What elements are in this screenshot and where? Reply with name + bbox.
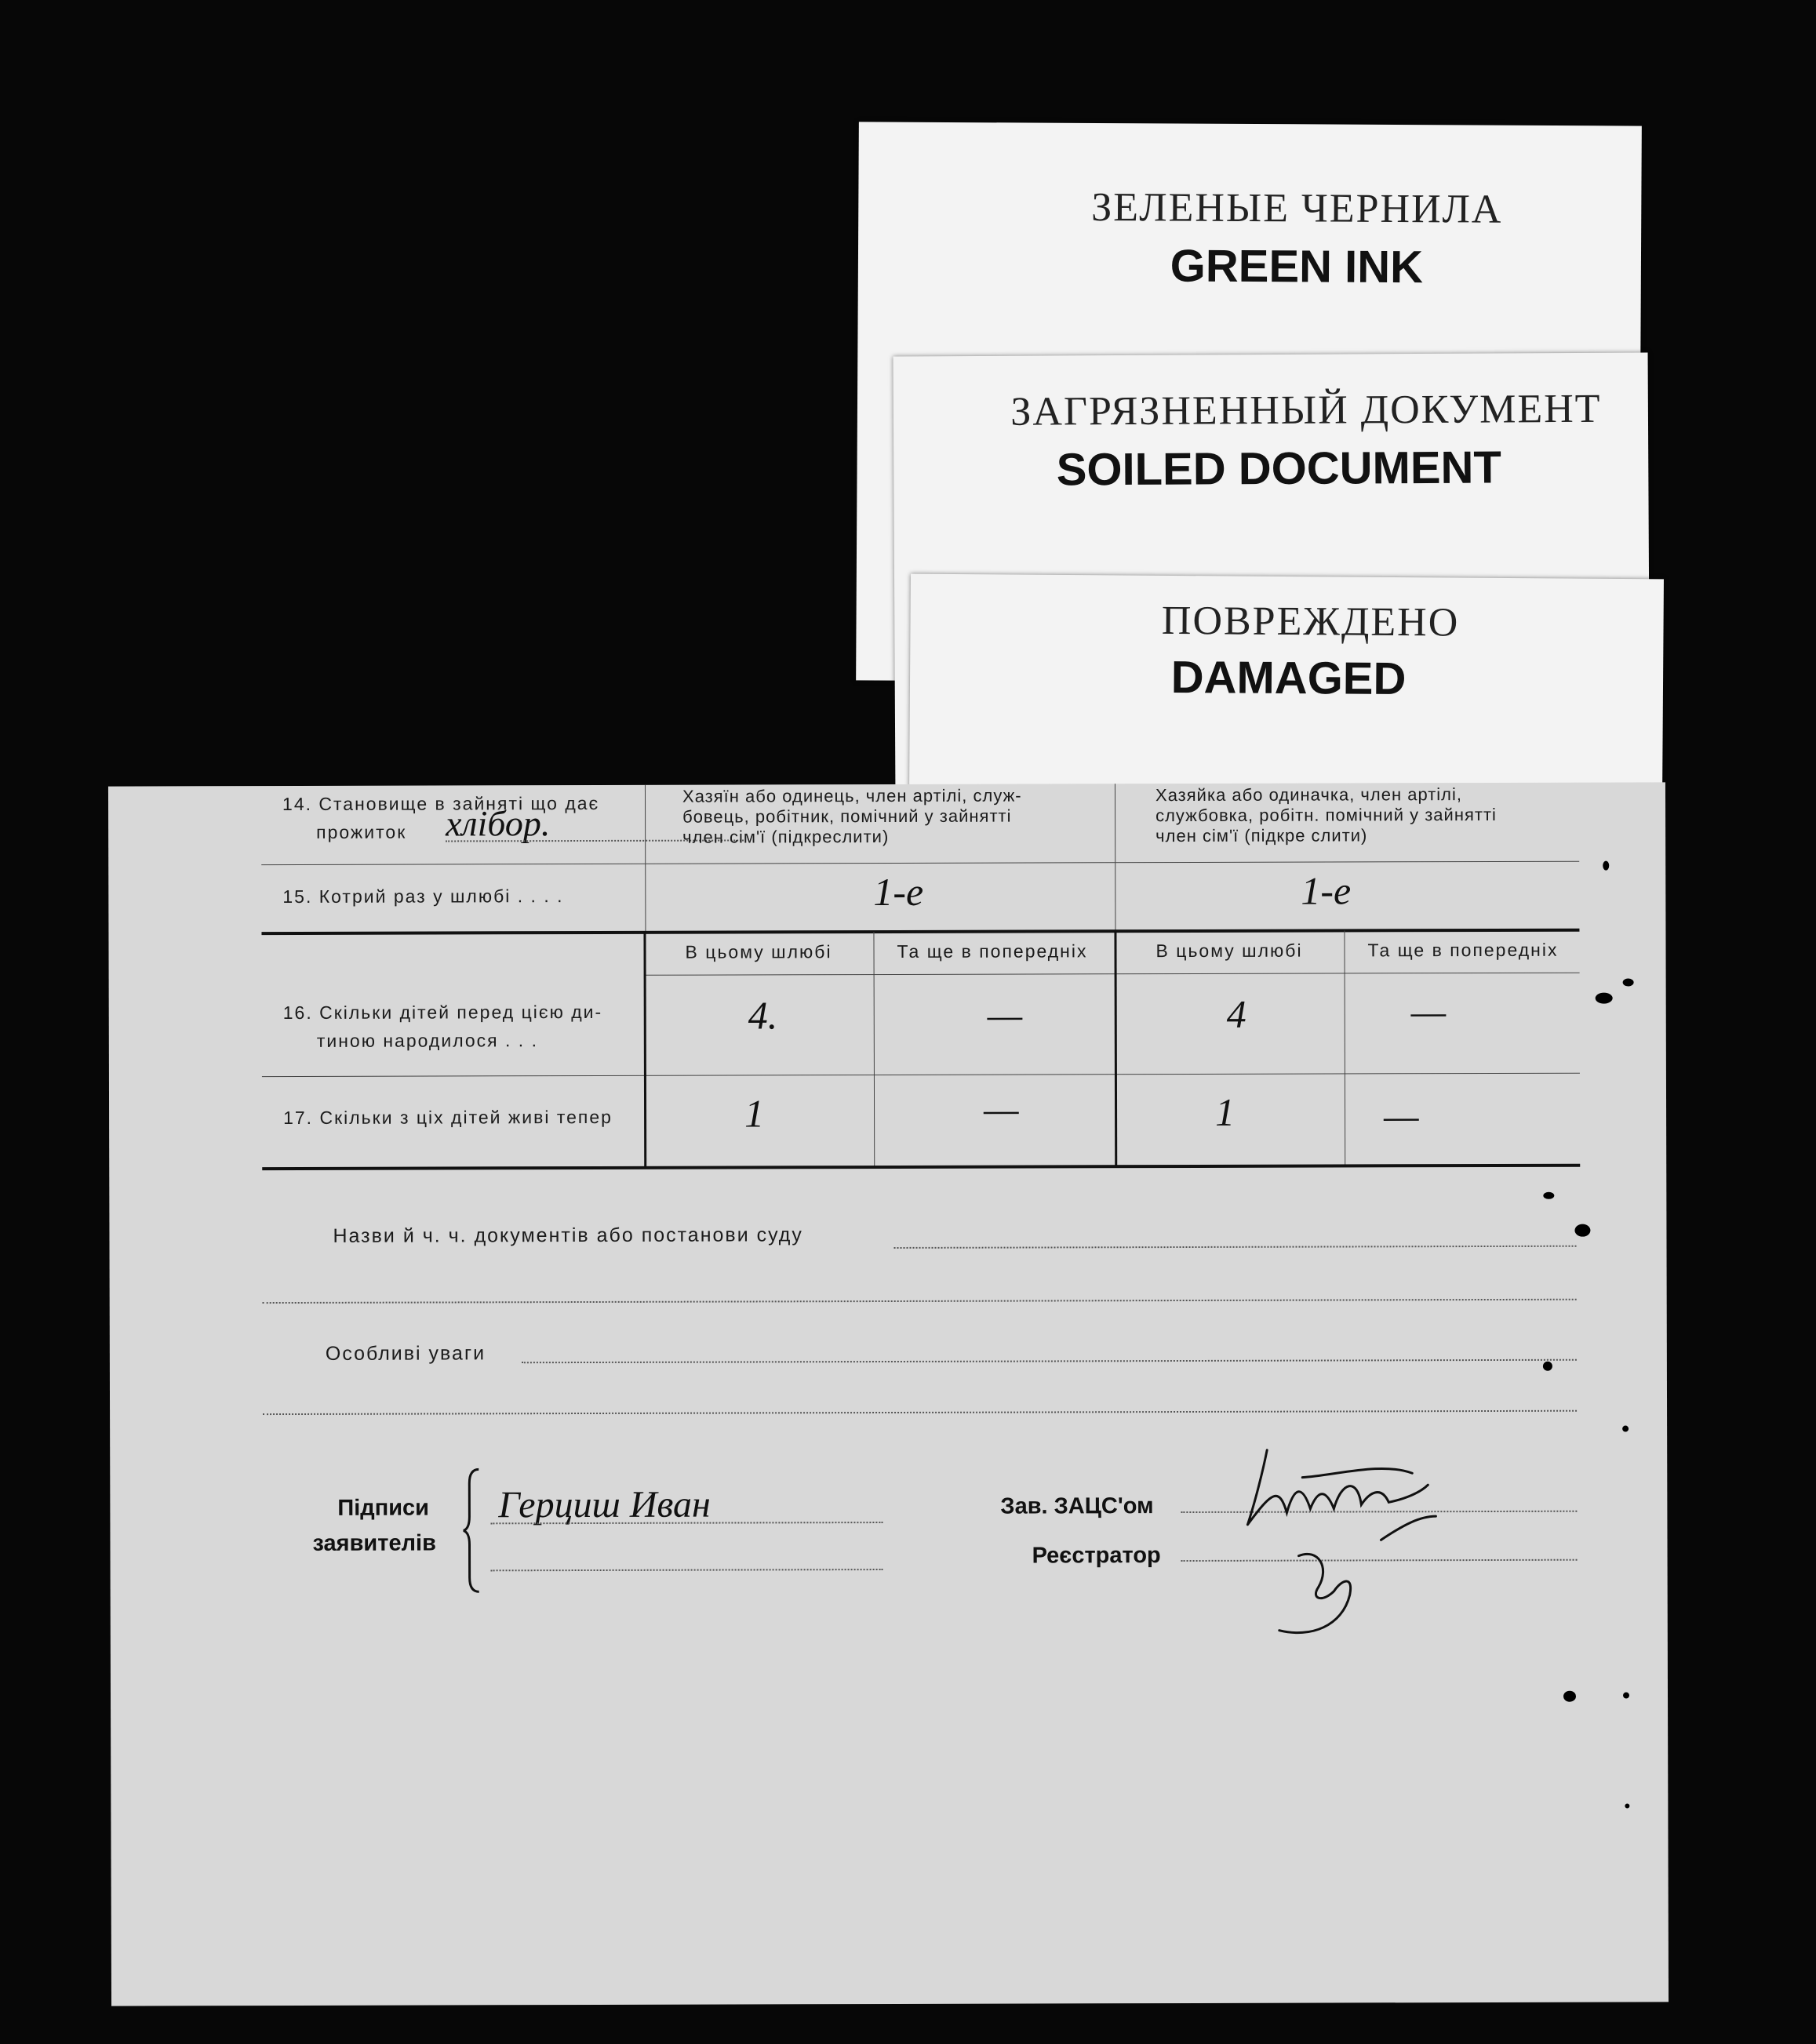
col-divider-b bbox=[873, 932, 875, 1167]
damage-spot bbox=[1543, 1362, 1552, 1371]
row17-label: 17. Скільки з ціх дітей живі тепер bbox=[283, 1106, 613, 1129]
damage-spot bbox=[1603, 861, 1609, 871]
damage-spot bbox=[1623, 979, 1634, 987]
damaged-ru: ПОВРЕЖДЕНО bbox=[1161, 598, 1460, 646]
row14-bottom-rule bbox=[261, 861, 1579, 865]
damage-spot bbox=[1574, 1224, 1590, 1237]
signatures-label-line2: заявителів bbox=[312, 1530, 436, 1556]
row17-wife-prev: — bbox=[1383, 1093, 1419, 1138]
damaged-en: DAMAGED bbox=[1170, 651, 1407, 705]
damage-spot bbox=[1623, 1693, 1629, 1699]
notes-dotted-line-2 bbox=[263, 1410, 1577, 1415]
head-of-registry-label: Зав. ЗАЦС'ом bbox=[1000, 1493, 1154, 1519]
row16-label-line1: 16. Скільки дітей перед цією ди- bbox=[282, 1001, 603, 1024]
col-divider-d bbox=[1344, 930, 1345, 1166]
row14-husband-line3: член сім'ї (підкреслити) bbox=[682, 826, 890, 847]
row15-label: 15. Котрий раз у шлюбі . . . . bbox=[282, 886, 564, 907]
documents-dotted-line bbox=[894, 1246, 1577, 1249]
documents-label: Назви й ч. ч. документів або постанови суду bbox=[333, 1224, 803, 1247]
row14-wife-line3: член сім'ї (підкре слити) bbox=[1155, 825, 1368, 846]
row16-husband-prev: — bbox=[987, 992, 1023, 1037]
damage-spot bbox=[1625, 1804, 1629, 1809]
col-divider-15a bbox=[645, 864, 646, 933]
row16-bottom-rule bbox=[262, 1073, 1580, 1077]
col-divider-c bbox=[1114, 931, 1117, 1166]
row14-husband-line2: бовець, робітник, помічний у зайнятті bbox=[682, 806, 1012, 827]
row14-wife-line1: Хазяйка або одиначка, член артілі, bbox=[1155, 784, 1463, 806]
husband-this-marriage-header: В цьому шлюбі bbox=[685, 941, 832, 962]
wife-this-marriage-header: В цьому шлюбі bbox=[1155, 940, 1303, 962]
row15-wife-value: 1-е bbox=[1301, 868, 1352, 913]
row14-label-line1: 14. Становище в зайняті що дає bbox=[282, 792, 600, 815]
notes-label: Особливі уваги bbox=[325, 1342, 486, 1365]
table-bottom-rule bbox=[262, 1164, 1580, 1170]
damage-spot bbox=[1622, 1426, 1629, 1432]
row14-handwritten-occupation: хлібор. bbox=[446, 803, 551, 844]
row16-wife-this: 4 bbox=[1226, 991, 1246, 1036]
col-divider-14a bbox=[645, 785, 646, 864]
row17-husband-prev: — bbox=[983, 1086, 1019, 1131]
registrar-label: Реєстратор bbox=[1032, 1543, 1161, 1569]
wife-previous-header: Та ще в попередніх bbox=[1367, 939, 1559, 961]
row16-wife-prev: — bbox=[1410, 989, 1447, 1034]
green-ink-ru: ЗЕЛЕНЫЕ ЧЕРНИЛА bbox=[1091, 184, 1503, 232]
damage-spot bbox=[1563, 1691, 1576, 1702]
row14-label-line2: прожиток bbox=[316, 821, 407, 842]
row17-husband-this: 1 bbox=[744, 1091, 765, 1136]
damaged-label-card bbox=[909, 574, 1664, 799]
subheader-rule bbox=[646, 973, 1580, 976]
applicant-signature: Герциш Иван bbox=[498, 1483, 711, 1526]
row14-wife-line2: службовка, робітн. помічний у зайнятті bbox=[1155, 804, 1497, 826]
documents-dotted-line-2 bbox=[263, 1299, 1577, 1304]
soiled-ru: ЗАГРЯЗНЕННЫЙ ДОКУМЕНТ bbox=[1010, 386, 1602, 435]
official-signature bbox=[1224, 1430, 1491, 1666]
husband-previous-header: Та ще в попередніх bbox=[897, 940, 1088, 962]
signature-brace bbox=[463, 1468, 486, 1593]
signatures-label-line1: Підписи bbox=[337, 1495, 430, 1521]
green-ink-en: GREEN INK bbox=[1170, 240, 1424, 293]
col-divider-a bbox=[643, 933, 646, 1168]
signature-dotted-line-2 bbox=[491, 1569, 883, 1571]
row16-husband-this: 4. bbox=[748, 993, 778, 1038]
damage-spot bbox=[1543, 1192, 1554, 1199]
damage-spot bbox=[1596, 993, 1613, 1004]
marriage-record-form bbox=[108, 782, 1669, 2006]
row14-husband-line1: Хазяїн або одинець, член артілі, служ- bbox=[682, 785, 1022, 806]
row17-wife-this: 1 bbox=[1214, 1089, 1236, 1134]
notes-dotted-line bbox=[522, 1359, 1577, 1364]
row15-bottom-rule bbox=[261, 929, 1579, 935]
soiled-en: SOILED DOCUMENT bbox=[1056, 442, 1502, 496]
row16-label-line2: тиною народилося . . . bbox=[316, 1030, 538, 1051]
row15-husband-value: 1-е bbox=[873, 869, 924, 915]
